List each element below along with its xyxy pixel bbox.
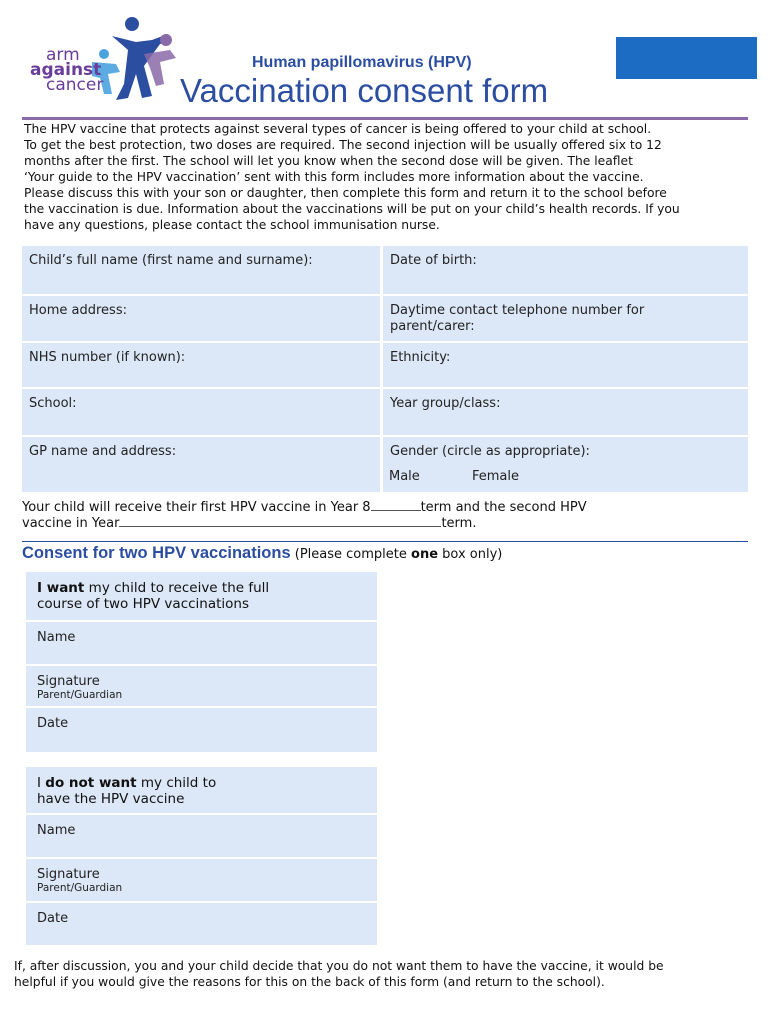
footer-line: helpful if you would give the reasons for this on the back of this form (and return to the school). — [14, 975, 605, 989]
ethnicity-label: Ethnicity: — [390, 350, 451, 365]
footer-line: If, after discussion, you and your child decide that you do not want them to have the vaccine, it would be — [14, 959, 664, 973]
child-name-field[interactable] — [22, 246, 380, 294]
not-want-signature-sub: Parent/Guardian — [37, 882, 123, 894]
form-title: Vaccination consent form — [180, 72, 549, 109]
child-name-label: Child’s full name (first name and surname): — [29, 253, 313, 268]
not-want-name-label: Name — [37, 823, 76, 838]
intro-line: The HPV vaccine that protects against several types of cancer is being offered to your child at school. — [24, 122, 652, 136]
intro-line: the vaccination is due. Information about the vaccinations will be put on your child’s health records. If you — [24, 202, 680, 216]
intro-line: ‘Your guide to the HPV vaccination’ sent with this form includes more information about the vaccine. — [24, 170, 644, 184]
want-name-field[interactable] — [26, 622, 377, 664]
logo-line-3: cancer — [46, 75, 104, 95]
school-field[interactable] — [22, 389, 380, 435]
want-statement — [26, 572, 377, 620]
school-label: School: — [29, 396, 77, 411]
logo-line-1: arm — [46, 45, 80, 65]
gp-field[interactable] — [22, 437, 380, 492]
term-blank-1[interactable] — [371, 499, 421, 511]
nhs-number-field[interactable] — [22, 343, 380, 387]
want-rest-1: my child to receive the full — [84, 580, 270, 596]
intro-text — [24, 121, 754, 233]
home-address-label: Home address: — [29, 303, 127, 318]
gp-label: GP name and address: — [29, 444, 177, 459]
want-signature-sub: Parent/Guardian — [37, 689, 123, 701]
want-rest-2: course of two HPV vaccinations — [37, 596, 250, 612]
not-want-date-label: Date — [37, 911, 69, 926]
want-date-field[interactable] — [26, 708, 377, 752]
schedule-part-2: term and the second HPV — [420, 500, 587, 515]
want-bold: I want — [37, 580, 85, 596]
gender-field — [383, 437, 748, 492]
nhs-number-label: NHS number (if known): — [29, 350, 186, 365]
consent-divider — [22, 541, 748, 542]
gender-option-male[interactable]: Male — [389, 469, 420, 484]
not-want-signature-label: Signature — [37, 867, 100, 882]
consent-instruction-post: box only) — [438, 547, 503, 562]
consent-heading: Consent for two HPV vaccinations — [22, 544, 291, 562]
arm-against-cancer-logo — [20, 14, 180, 110]
year-blank[interactable] — [119, 515, 441, 527]
daytime-phone-field[interactable] — [383, 296, 748, 341]
not-want-name-field[interactable] — [26, 815, 377, 857]
intro-line: Please discuss this with your son or daughter, then complete this form and return it to the school before — [24, 186, 667, 200]
not-want-pre: I — [37, 775, 46, 791]
want-signature-label: Signature — [37, 674, 100, 689]
corner-blue-box — [616, 37, 757, 79]
schedule-part-1: Your child will receive their first HPV vaccine in Year 8 — [22, 500, 371, 515]
not-want-date-field[interactable] — [26, 903, 377, 945]
schedule-part-4: term. — [441, 516, 477, 531]
gender-option-female[interactable]: Female — [471, 469, 519, 484]
want-name-label: Name — [37, 630, 76, 645]
consent-instruction-pre: (Please complete — [294, 547, 412, 562]
not-want-signature-field[interactable] — [26, 859, 377, 901]
intro-line: have any questions, please contact the school immunisation nurse. — [24, 218, 440, 232]
not-want-bold: do not want — [45, 775, 137, 791]
dob-label: Date of birth: — [390, 253, 477, 268]
header-divider — [22, 117, 748, 120]
not-want-rest-1: my child to — [136, 775, 217, 791]
year-group-label: Year group/class: — [390, 396, 501, 411]
home-address-field[interactable] — [22, 296, 380, 341]
want-date-label: Date — [37, 716, 69, 731]
consent-heading-row — [22, 544, 502, 563]
schedule-part-3: vaccine in Year — [22, 516, 120, 531]
not-want-rest-2: have the HPV vaccine — [37, 791, 185, 807]
daytime-phone-label: Daytime contact telephone number for parent/carer: — [390, 303, 645, 334]
consent-instruction-bold: one — [411, 547, 439, 562]
logo-line-2: against — [30, 60, 102, 80]
form-subtitle: Human papillomavirus (HPV) — [252, 54, 472, 71]
want-signature-field[interactable] — [26, 666, 377, 706]
dob-field[interactable] — [383, 246, 748, 294]
ethnicity-field[interactable] — [383, 343, 748, 387]
not-want-statement — [26, 767, 377, 813]
intro-line: To get the best protection, two doses are required. The second injection will be usually offered six to 12 — [24, 138, 662, 152]
consent-want-box[interactable] — [26, 572, 377, 752]
footer-note — [14, 958, 759, 990]
intro-line: months after the first. The school will let you know when the second dose will be given. The leaflet — [24, 154, 633, 168]
year-group-field[interactable] — [383, 389, 748, 435]
consent-not-want-box[interactable] — [26, 767, 377, 945]
vaccine-schedule-text — [22, 499, 742, 531]
gender-label: Gender (circle as appropriate): — [390, 444, 590, 459]
